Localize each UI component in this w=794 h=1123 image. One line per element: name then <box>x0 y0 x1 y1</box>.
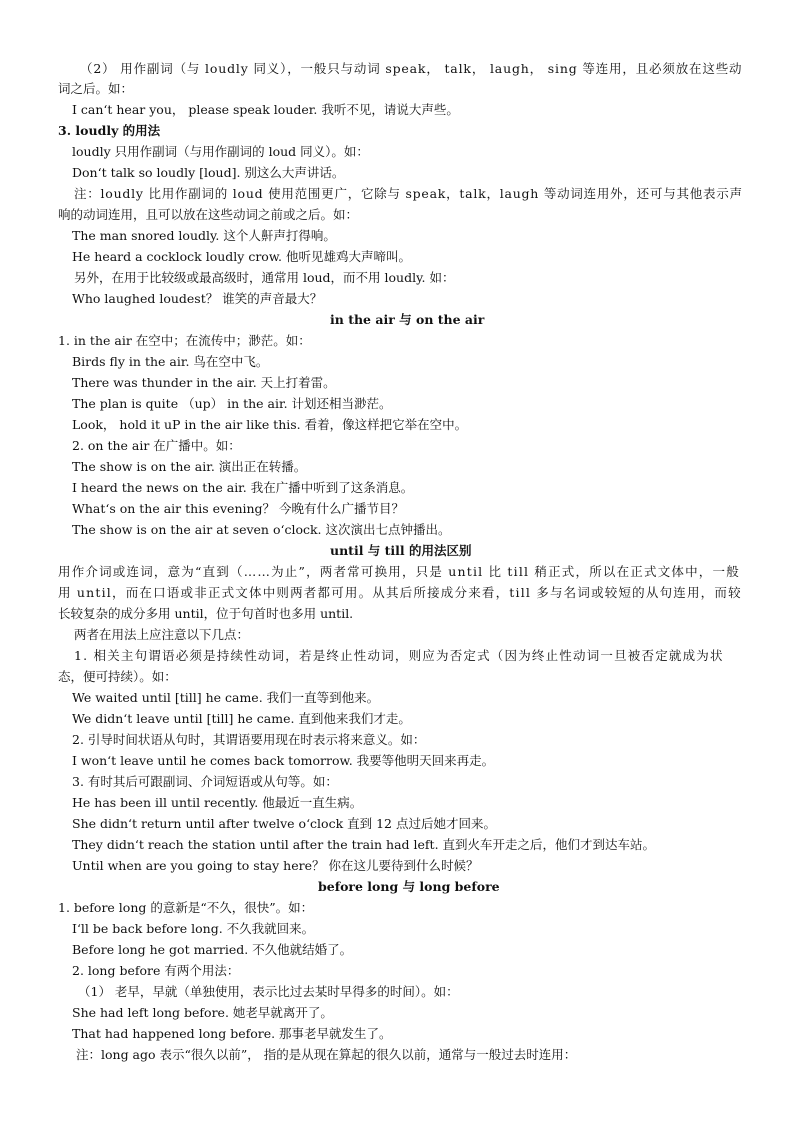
text-line: I can‘t hear you， please speak louder. 我听不见，请说大声些。 <box>72 102 459 117</box>
text-line: 注：long ago 表示“很久以前”， 指的是从现在算起的很久以前，通常与一般过去时连用： <box>76 1047 577 1062</box>
text-line: We waited until [till] he came. 我们一直等到他来。 <box>72 690 380 705</box>
text-line: What‘s on the air this evening？ 今晚有什么广播节目？ <box>72 501 405 516</box>
text-line: 1. 相关主句谓语必须是持续性动词，若是终止性动词，则应为否定式（因为终止性动词一旦被否定就成为状 <box>74 648 724 663</box>
text-line: The show is on the air. 演出正在转播。 <box>72 459 307 474</box>
text-line: I heard the news on the air. 我在广播中听到了这条消息。 <box>72 480 414 495</box>
text-line: 3. 有时其后可跟副词、介词短语或从句等。如： <box>72 774 338 789</box>
text-line: 1. in the air 在空中；在流传中；渺茫。如： <box>58 333 311 348</box>
text-line: 用作介词或连词，意为“直到（……为止”，两者常可换用，只是 until 比 till 稍正式，所以在正式文体中，一般 <box>58 564 740 579</box>
text-line: 2. on the air 在广播中。如： <box>72 438 241 453</box>
text-line: 用 until，而在口语或非正式文体中则两者都可用。从其后所接成分来看，till 多与名词或较短的从句连用，而较 <box>58 585 742 600</box>
text-line: She had left long before. 她老早就离开了。 <box>72 1005 333 1020</box>
text-line: 2. 引导时间状语从句时，其谓语要用现在时表示将来意义。如： <box>72 732 426 747</box>
text-line: 注：loudly 比用作副词的 loud 使用范围更广，它除与 speak，talk，laugh 等动词连用外，还可与其他表示声 <box>74 186 743 201</box>
text-line: （2） 用作副词（与 loudly 同义），一般只与动词 speak， talk， laugh， sing 等连用，且必须放在这些动 <box>80 61 743 76</box>
text-line: Don‘t talk so loudly [loud]. 别这么大声讲话。 <box>72 165 345 180</box>
text-line: He has been ill until recently. 他最近一直生病。 <box>72 795 363 810</box>
text-line: Who laughed loudest？ 谁笑的声音最大？ <box>72 291 323 306</box>
text-line: loudly 只用作副词（与用作副词的 loud 同义）。如： <box>72 144 369 159</box>
text-line: I won‘t leave until he comes back tomorrow. 我要等他明天回来再走。 <box>72 753 495 768</box>
text-line: 2. long before 有两个用法： <box>72 963 240 978</box>
section-heading: in the air 与 on the air <box>330 312 485 327</box>
text-line: She didn‘t return until after twelve o‘clock 直到 12 点过后她才回来。 <box>72 816 496 831</box>
text-line: Until when are you going to stay here？ 你在这儿要待到什么时候？ <box>72 858 479 873</box>
text-line: The plan is quite （up） in the air. 计划还相当渺茫。 <box>72 396 392 411</box>
text-line: 词之后。如： <box>58 81 134 96</box>
text-line: Before long he got married. 不久他就结婚了。 <box>72 942 353 957</box>
text-line: There was thunder in the air. 天上打着雷。 <box>72 375 336 390</box>
text-line: That had happened long before. 那事老早就发生了。 <box>72 1026 392 1041</box>
text-line: 另外，在用于比较级或最高级时，通常用 loud，而不用 loudly. 如： <box>74 270 455 285</box>
text-line: 3. loudly 的用法 <box>58 123 161 138</box>
text-line: They didn‘t reach the station until after the train had left. 直到火车开走之后，他们才到达车站。 <box>72 837 656 852</box>
text-line: Birds fly in the air. 鸟在空中飞。 <box>72 354 269 369</box>
text-line: We didn‘t leave until [till] he came. 直到他来我们才走。 <box>72 711 411 726</box>
text-line: （1） 老早，早就（单独使用，表示比过去某时早得多的时间）。如： <box>78 984 459 999</box>
text-line: Look， hold it uP in the air like this. 看着，像这样把它举在空中。 <box>72 417 468 432</box>
text-line: 两者在用法上应注意以下几点： <box>74 627 250 642</box>
text-line: 1. before long 的意新是“不久，很快”。如： <box>58 900 314 915</box>
text-line: I‘ll be back before long. 不久我就回来。 <box>72 921 315 936</box>
text-line: The man snored loudly. 这个人鼾声打得响。 <box>72 228 336 243</box>
text-line: The show is on the air at seven o‘clock. 这次演出七点钟播出。 <box>72 522 451 537</box>
text-line: 态，便可持续）。如： <box>58 669 177 684</box>
section-heading: until 与 till 的用法区别 <box>330 543 472 558</box>
text-line: 响的动词连用，且可以放在这些动词之前或之后。如： <box>58 207 359 222</box>
text-line: He heard a cocklock loudly crow. 他听见雄鸡大声啼叫。 <box>72 249 411 264</box>
section-heading: before long 与 long before <box>318 879 500 894</box>
text-line: 长较复杂的成分多用 until，位于句首时也多用 until. <box>58 606 354 621</box>
